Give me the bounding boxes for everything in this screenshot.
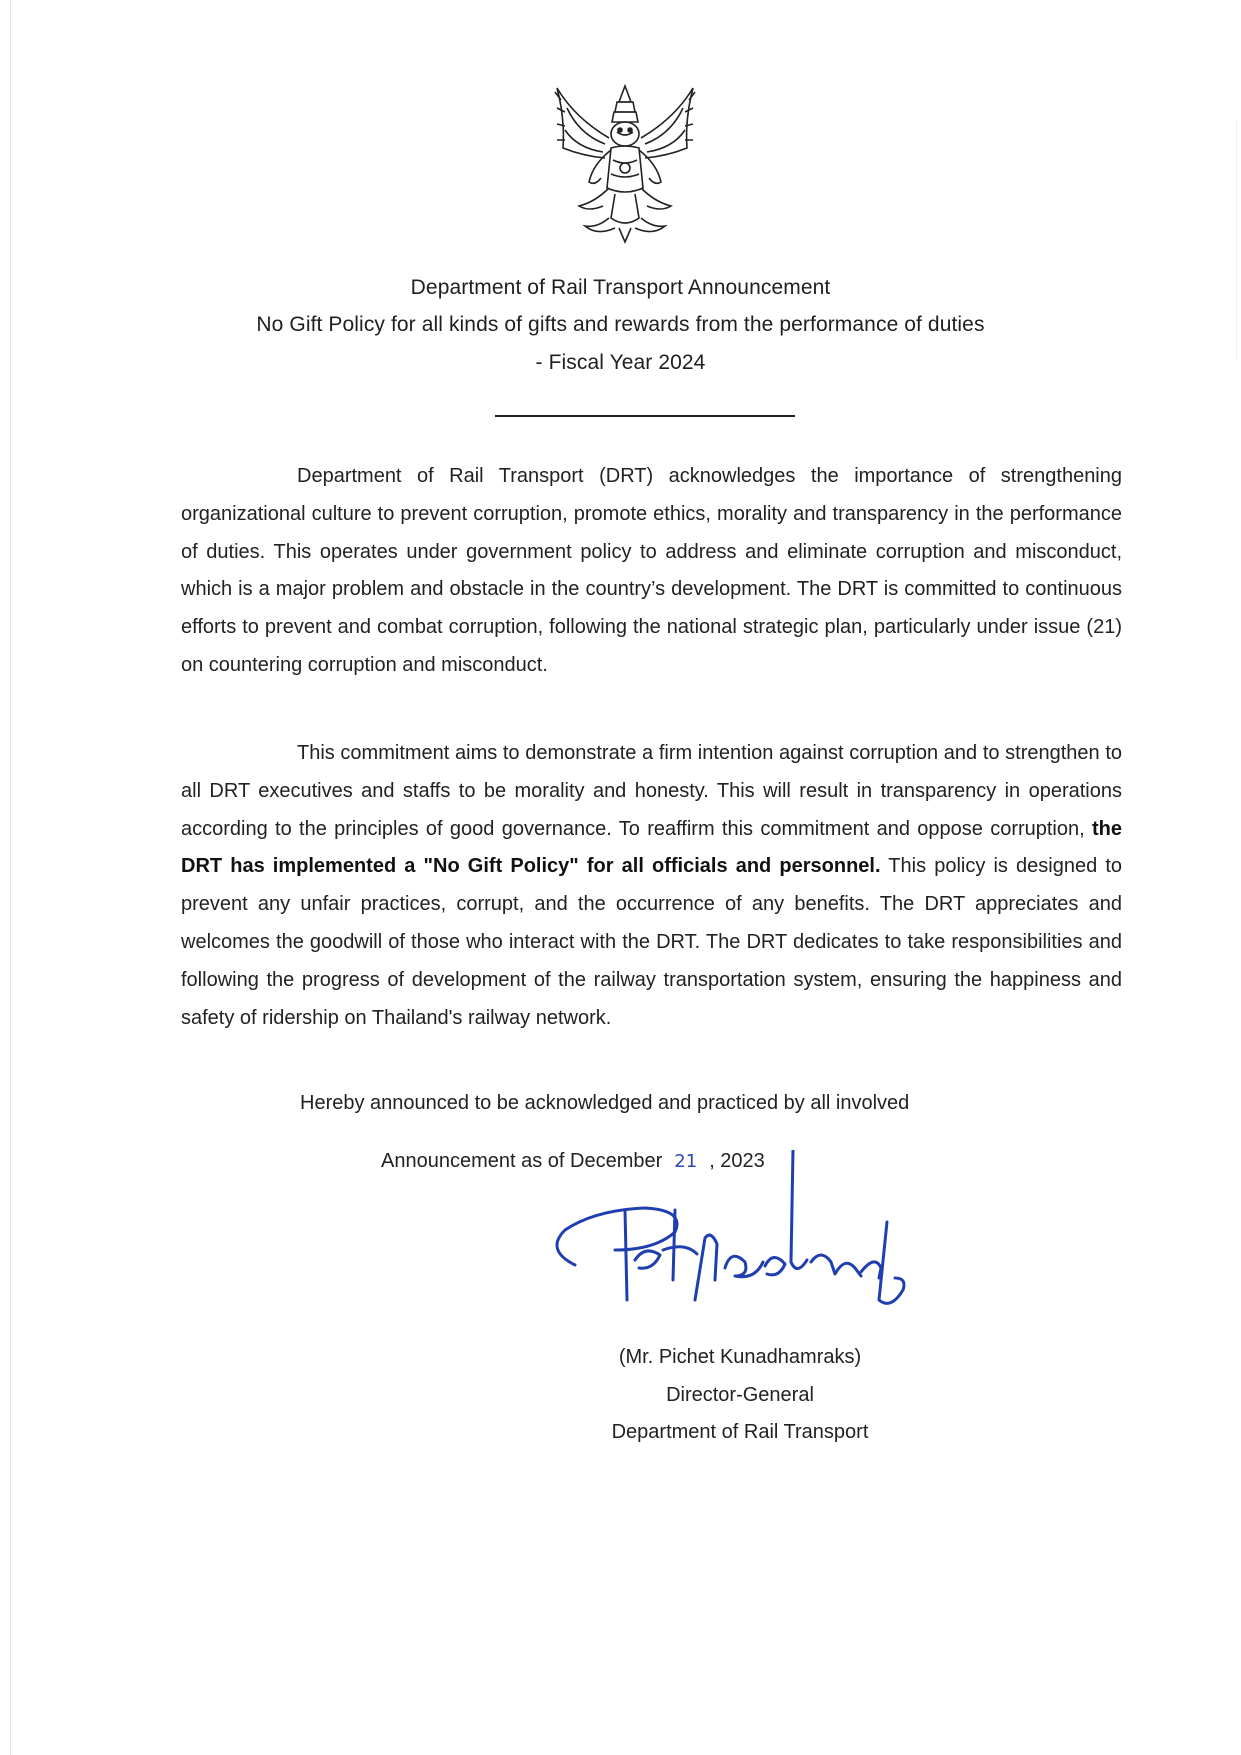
fiscal-year-line: - Fiscal Year 2024 <box>535 351 706 374</box>
signature-icon <box>535 1150 945 1325</box>
date-suffix: , 2023 <box>709 1150 765 1172</box>
closing-statement: Hereby announced to be acknowledged and practiced by all involved <box>300 1092 910 1114</box>
title-divider <box>495 415 795 417</box>
body-paragraph-1: Department of Rail Transport (DRT) acknowledges the importance of strengthening organizational culture to prevent corruption, promote ethics, morality and transparency in the performance of duties. This operates under government policy to address and eliminate corruption and misconduct, which is a major problem and obstacle in the country’s development. The DRT is committed to continuous efforts to prevent and combat corruption, following the national strategic plan, particularly under issue (21) on countering corruption and misconduct. <box>181 465 1122 676</box>
no-gift-policy-statement: the DRT has implemented a "No Gift Policy" for all officials and personnel. <box>181 817 1122 878</box>
date-day: 21 <box>674 1151 698 1172</box>
paragraph-2-end: This policy is designed to prevent any unfair practices, corrupt, and the occurrence of any benefits. The DRT appreciates and welcomes the goodwill of those who interact with the DRT. The DRT dedicates to take responsibilities and following the progress of development of the railway transportation system, ensuring the happiness and safety of ridership on Thailand's railway network. <box>181 855 1122 1029</box>
scan-edge-left <box>10 0 11 1755</box>
garuda-emblem-icon <box>545 78 705 248</box>
signatory-name: (Mr. Pichet Kunadhamraks) <box>618 1346 862 1368</box>
announcement-title: Department of Rail Transport Announcement <box>410 276 831 299</box>
body-paragraph-2 <box>181 735 1122 1037</box>
signatory-position: Director-General <box>666 1384 814 1406</box>
announcement-subtitle: No Gift Policy for all kinds of gifts and rewards from the performance of duties <box>256 313 985 336</box>
signatory-organization: Department of Rail Transport <box>611 1421 869 1443</box>
paragraph-2-start: This commitment aims to demonstrate a firm intention against corruption and to strengthen to all DRT executives and staffs to be morality and honesty. This will result in transparency in operations according to the principles of good governance. To reaffirm this commitment and oppose corruption, <box>181 742 1122 840</box>
date-prefix: Announcement as of December <box>381 1150 663 1172</box>
